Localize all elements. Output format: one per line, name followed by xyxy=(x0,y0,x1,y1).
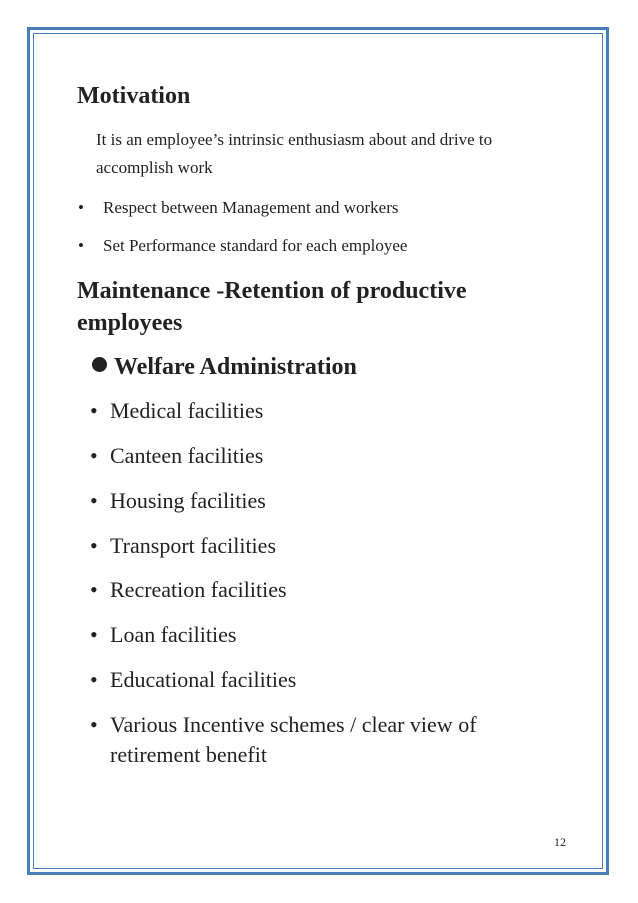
bullet-glyph: • xyxy=(90,667,98,692)
motivation-definition: It is an employee’s intrinsic enthusiasm about and drive to accomplish work xyxy=(96,130,493,177)
bullet-glyph: • xyxy=(90,398,98,423)
filled-circle-icon xyxy=(92,357,107,372)
bullet-glyph: • xyxy=(90,533,98,558)
welfare-item-text: Loan facilities xyxy=(110,622,237,647)
heading-motivation: Motivation xyxy=(77,83,191,109)
page-number: 12 xyxy=(554,835,566,849)
welfare-item-text: Transport facilities xyxy=(110,533,276,558)
welfare-item-text: Housing facilities xyxy=(110,488,266,513)
welfare-item-text: Canteen facilities xyxy=(110,443,264,468)
welfare-item-text: Medical facilities xyxy=(110,398,264,423)
bullet-glyph: • xyxy=(90,488,98,513)
bullet-glyph: • xyxy=(90,622,98,647)
bullet-glyph: • xyxy=(90,443,98,468)
bullet-glyph: • xyxy=(90,712,98,737)
bullet-glyph: • xyxy=(90,577,98,602)
welfare-item-text: Various Incentive schemes / clear view of retirement benefit xyxy=(110,712,477,767)
bullet-glyph: • xyxy=(78,198,84,217)
welfare-item-text: Recreation facilities xyxy=(110,577,287,602)
welfare-heading xyxy=(92,352,357,382)
bullet-glyph: • xyxy=(78,236,84,255)
motivation-bullet-text: Respect between Management and workers xyxy=(103,198,399,217)
heading-maintenance: Maintenance -Retention of productive employees xyxy=(77,278,467,336)
motivation-bullet-text: Set Performance standard for each employee xyxy=(103,236,408,255)
welfare-item-text: Educational facilities xyxy=(110,667,297,692)
welfare-heading-text: Welfare Administration xyxy=(114,354,357,380)
